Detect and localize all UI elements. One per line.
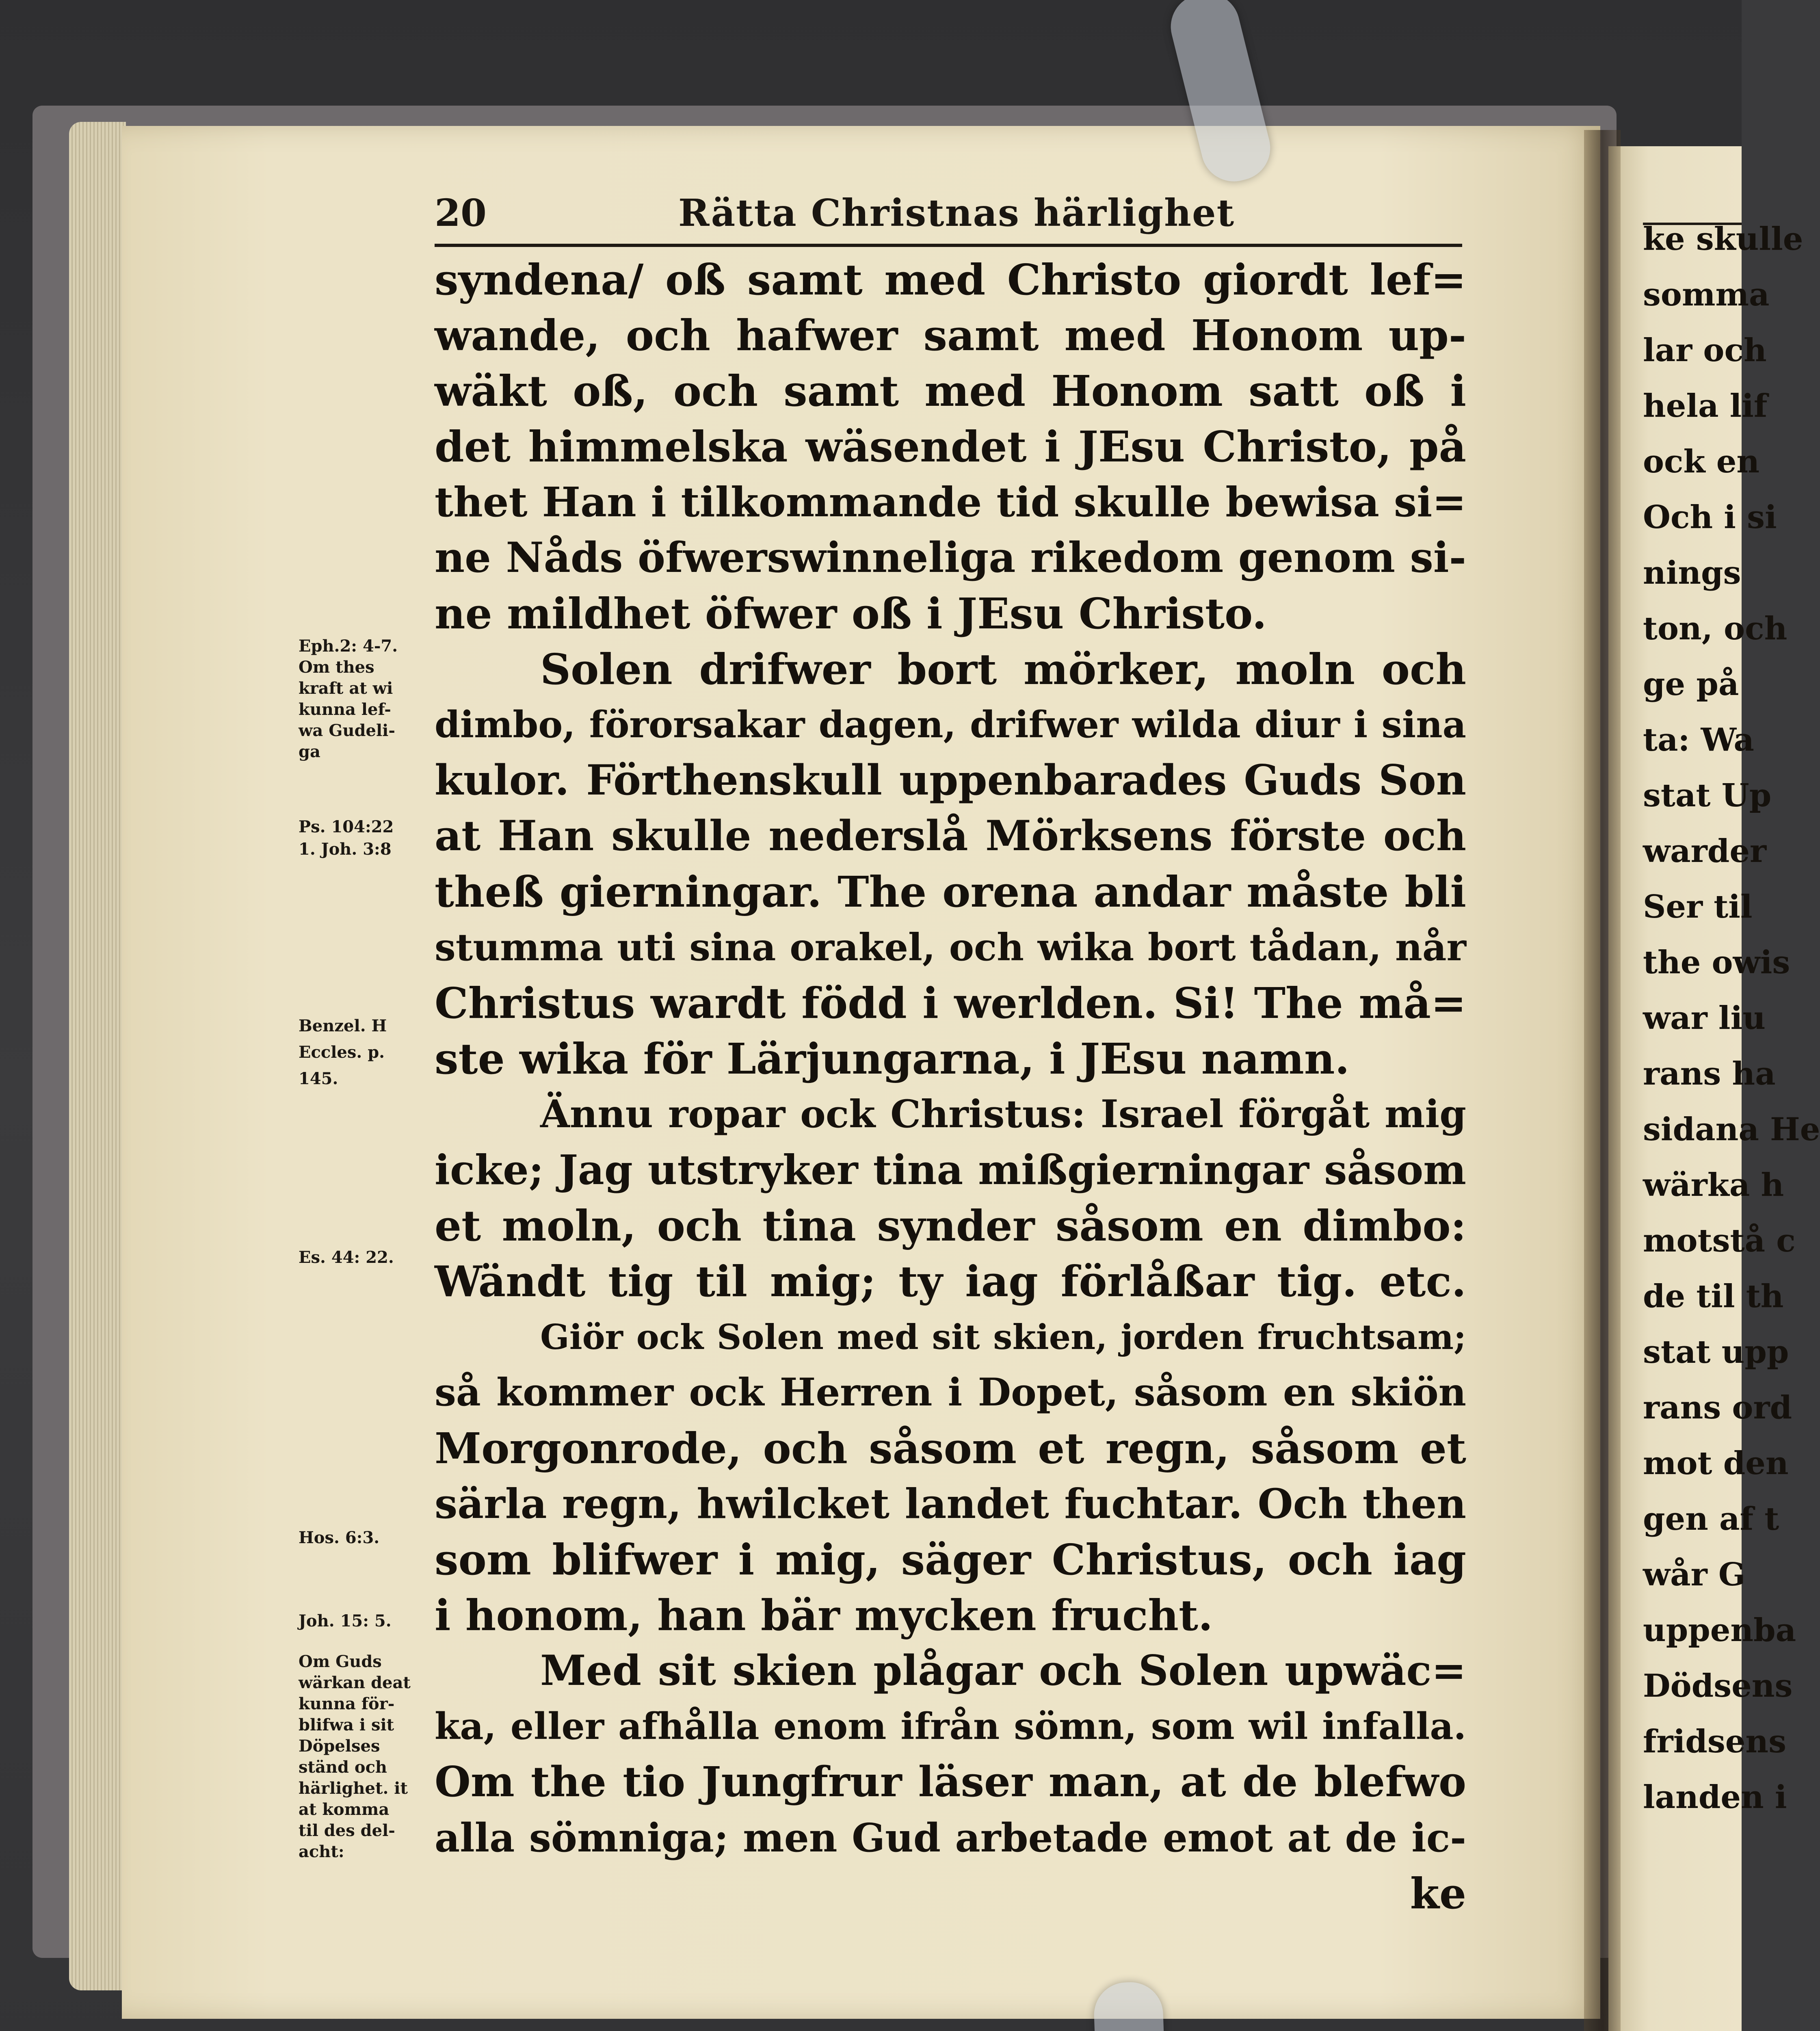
facing-line: stat Up (1643, 777, 1772, 814)
text-line: alla sömniga; men Gud arbetade emot at de ic- (435, 1815, 1466, 1861)
text-line: theß gierningar. The orena andar måste bli (435, 867, 1466, 917)
text-line: at Han skulle nederslå Mörksens förste och (435, 812, 1466, 860)
text-line: Ännu ropar ock Christus: Israel förgåt mig (540, 1092, 1466, 1137)
margin-note: Döpelses (299, 1737, 380, 1756)
facing-line: de til th (1643, 1278, 1784, 1315)
facing-line: nings (1643, 554, 1741, 591)
facing-line: warder (1643, 833, 1767, 870)
page-edges (69, 122, 126, 1990)
margin-note: Ps. 104:22 (299, 817, 394, 836)
facing-line: fridsens (1643, 1723, 1786, 1760)
facing-line: ge på (1643, 666, 1739, 703)
margin-note: acht: (299, 1842, 344, 1861)
margin-note: Benzel. H (299, 1016, 387, 1035)
facing-line: mot den (1643, 1445, 1789, 1482)
text-line: så kommer ock Herren i Dopet, såsom en skiön (435, 1370, 1466, 1415)
margin-note: kraft at wi (299, 679, 393, 698)
facing-line: lar och (1643, 332, 1767, 369)
text-line: det himmelska wäsendet i JEsu Christo, på (435, 422, 1466, 472)
text-line: särla regn, hwilcket landet fuchtar. Och then (435, 1480, 1466, 1528)
margin-note: 145. (299, 1069, 338, 1088)
margin-note: Eph.2: 4-7. (299, 637, 398, 656)
text-line: stumma uti sina orakel, och wika bort tådan, når (435, 925, 1466, 969)
text-line: Christus wardt född i werlden. Si! The må= (435, 978, 1466, 1028)
facing-line: ta: Wa (1643, 721, 1754, 758)
text-line: wäkt oß, och samt med Honom satt oß i (435, 366, 1466, 416)
text-line: Solen drifwer bort mörker, moln och (540, 644, 1466, 694)
text-line: et moln, och tina synder såsom en dimbo: (435, 1201, 1466, 1251)
text-line: ste wika för Lärjungarna, i JEsu namn. (435, 1034, 1350, 1084)
page-header (435, 191, 1462, 244)
text-line: ne mildhet öfwer oß i JEsu Christo. (435, 589, 1267, 639)
text-line: thet Han i tilkommande tid skulle bewisa si= (435, 478, 1466, 526)
facing-line: sidana He (1643, 1111, 1820, 1148)
margin-note: kunna för- (299, 1694, 395, 1713)
facing-line: gen af t (1643, 1501, 1779, 1537)
margin-note: Es. 44: 22. (299, 1248, 394, 1267)
margin-note: at komma (299, 1800, 390, 1819)
text-line: Med sit skien plågar och Solen upwäc= (540, 1646, 1466, 1695)
margin-note: Eccles. p. (299, 1043, 385, 1062)
text-line: dimbo, förorsakar dagen, drifwer wilda diur i sina (435, 703, 1466, 746)
facing-line: rans ord (1643, 1389, 1792, 1426)
margin-note: kunna lef- (299, 700, 391, 719)
facing-line: wår G (1643, 1556, 1746, 1593)
catchword: ke (1410, 1869, 1466, 1918)
margin-note: Hos. 6:3. (299, 1528, 380, 1547)
facing-line: uppenba (1643, 1612, 1796, 1649)
facing-line: landen i (1643, 1779, 1787, 1816)
text-line: Morgonrode, och såsom et regn, såsom et (435, 1423, 1466, 1473)
margin-note: härlighet. it (299, 1779, 408, 1798)
facing-line: war liu (1643, 1000, 1766, 1037)
text-line: som blifwer i mig, säger Christus, och iag (435, 1535, 1466, 1585)
book-gutter (1584, 130, 1621, 2031)
header-rule (435, 244, 1462, 247)
facing-line: wärka h (1643, 1167, 1784, 1204)
main-text-block (435, 252, 1466, 1921)
facing-line: Och i si (1643, 499, 1777, 536)
facing-line: ton, och (1643, 610, 1788, 647)
text-line: i honom, han bär mycken frucht. (435, 1590, 1213, 1640)
facing-line: motstå c (1643, 1222, 1796, 1259)
running-title: Rätta Christnas härlighet (678, 191, 1235, 235)
text-line: ne Nåds öfwerswinneliga rikedom genom si- (435, 533, 1466, 582)
facing-page-text (1643, 211, 1820, 1825)
text-line: Giör ock Solen med sit skien, jorden fruchtsam; (540, 1317, 1466, 1357)
facing-line: the owis (1643, 944, 1790, 981)
facing-line: Dödsens (1643, 1667, 1793, 1704)
text-line: Om the tio Jungfrur läser man, at de blefwo (435, 1758, 1466, 1806)
margin-note: wärkan deat (299, 1673, 411, 1692)
page-number: 20 (435, 191, 487, 235)
facing-line: Ser til (1643, 888, 1753, 925)
facing-line: somma (1643, 276, 1770, 313)
margin-note: Joh. 15: 5. (299, 1611, 392, 1630)
margin-note: Om Guds (299, 1652, 382, 1671)
margin-note: 1. Joh. 3:8 (299, 840, 392, 859)
facing-line: ock en (1643, 443, 1760, 480)
facing-line: hela lif (1643, 388, 1768, 424)
margin-note: Om thes (299, 658, 374, 677)
margin-note: til des del- (299, 1821, 395, 1840)
margin-note: blifwa i sit (299, 1715, 394, 1734)
text-line: wande, och hafwer samt med Honom up- (435, 310, 1466, 360)
margin-note: ständ och (299, 1758, 387, 1777)
text-line: Wändt tig til mig; ty iag förlåßar tig. etc. (435, 1256, 1466, 1306)
text-line: kulor. Förthenskull uppenbarades Guds Son (435, 756, 1466, 805)
margin-note: wa Gudeli- (299, 721, 395, 740)
facing-line: rans ha (1643, 1055, 1776, 1092)
margin-note: ga (299, 742, 320, 761)
text-line: ka, eller afhålla enom ifrån sömn, som wil infalla. (435, 1705, 1466, 1748)
text-line: syndena/ oß samt med Christo giordt lef= (435, 255, 1466, 305)
facing-line: stat upp (1643, 1334, 1789, 1371)
text-line: icke; Jag utstryker tina mißgierningar såsom (435, 1146, 1466, 1194)
facing-line: ke skulle (1643, 221, 1803, 258)
